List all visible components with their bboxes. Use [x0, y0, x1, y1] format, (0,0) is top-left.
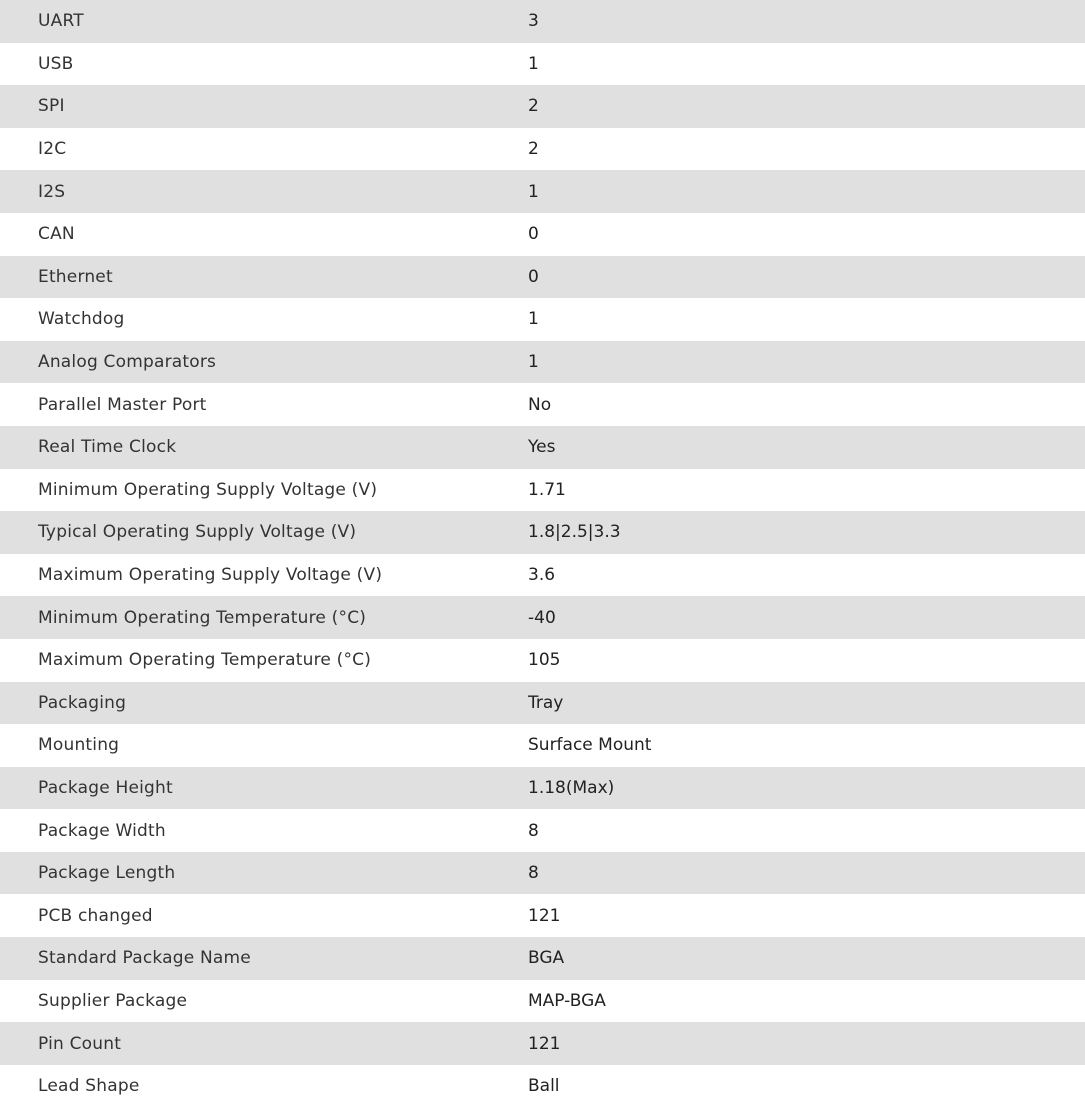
spec-label: CAN — [38, 224, 75, 245]
spec-value: 1 — [528, 309, 539, 330]
spec-value: 3 — [528, 11, 539, 32]
spec-row-watchdog — [0, 298, 1085, 341]
spec-label: USB — [38, 53, 74, 74]
spec-row-package-height — [0, 767, 1085, 810]
spec-value: 0 — [528, 224, 539, 245]
spec-row-min-supply-voltage — [0, 469, 1085, 512]
spec-value: BGA — [528, 948, 565, 969]
spec-value: 121 — [528, 905, 561, 926]
spec-row-real-time-clock — [0, 426, 1085, 469]
spec-value: 1 — [528, 53, 539, 74]
spec-row-pin-count — [0, 1022, 1085, 1065]
spec-row-supplier-package — [0, 980, 1085, 1023]
spec-label: Maximum Operating Supply Voltage (V) — [38, 565, 383, 586]
spec-row-ethernet — [0, 256, 1085, 299]
spec-row-max-temperature — [0, 639, 1085, 682]
spec-label: I2S — [38, 181, 66, 202]
spec-value: 121 — [528, 1033, 561, 1054]
spec-value: 2 — [528, 139, 539, 160]
spec-label: I2C — [38, 139, 67, 160]
spec-value: 8 — [528, 820, 539, 841]
spec-value: MAP-BGA — [528, 990, 606, 1011]
spec-row-parallel-master-port — [0, 383, 1085, 426]
spec-row-lead-shape — [0, 1065, 1085, 1101]
spec-label: UART — [38, 11, 84, 32]
spec-row-analog-comparators — [0, 341, 1085, 384]
spec-row-standard-package-name — [0, 937, 1085, 980]
spec-value: 1.8|2.5|3.3 — [528, 522, 621, 543]
spec-row-i2c — [0, 128, 1085, 171]
spec-label: PCB changed — [38, 905, 153, 926]
spec-label: Pin Count — [38, 1033, 122, 1054]
spec-row-min-temperature — [0, 596, 1085, 639]
spec-label: Packaging — [38, 692, 127, 713]
spec-value: 8 — [528, 863, 539, 884]
spec-row-typ-supply-voltage — [0, 511, 1085, 554]
spec-value: 2 — [528, 96, 539, 117]
spec-row-can — [0, 213, 1085, 256]
spec-value: Yes — [528, 437, 556, 458]
spec-row-package-length — [0, 852, 1085, 895]
spec-value: Ball — [528, 1076, 560, 1097]
spec-label: Package Width — [38, 820, 166, 841]
spec-label: Maximum Operating Temperature (°C) — [38, 650, 372, 671]
spec-label: Minimum Operating Supply Voltage (V) — [38, 479, 378, 500]
spec-row-spi — [0, 85, 1085, 128]
spec-value: 1.18(Max) — [528, 777, 615, 798]
spec-value: 105 — [528, 650, 561, 671]
spec-label: Minimum Operating Temperature (°C) — [38, 607, 367, 628]
spec-label: Package Height — [38, 777, 173, 798]
spec-row-pcb-changed — [0, 894, 1085, 937]
spec-label: Watchdog — [38, 309, 125, 330]
spec-label: Typical Operating Supply Voltage (V) — [38, 522, 357, 543]
spec-label: Package Length — [38, 863, 176, 884]
spec-label: Mounting — [38, 735, 120, 756]
spec-row-uart — [0, 0, 1085, 43]
spec-label: Analog Comparators — [38, 352, 217, 373]
spec-value: 1 — [528, 352, 539, 373]
spec-row-package-width — [0, 809, 1085, 852]
spec-label: Real Time Clock — [38, 437, 177, 458]
spec-value: -40 — [528, 607, 556, 628]
spec-label: Supplier Package — [38, 990, 188, 1011]
spec-row-max-supply-voltage — [0, 554, 1085, 597]
spec-row-packaging — [0, 682, 1085, 725]
spec-value: 1.71 — [528, 479, 566, 500]
spec-value: Tray — [528, 692, 564, 713]
spec-value: No — [528, 394, 552, 415]
spec-value: 3.6 — [528, 565, 556, 586]
spec-value: Surface Mount — [528, 735, 652, 756]
spec-label: Standard Package Name — [38, 948, 251, 969]
spec-row-mounting — [0, 724, 1085, 767]
spec-label: SPI — [38, 96, 65, 117]
spec-value: 1 — [528, 181, 539, 202]
spec-label: Ethernet — [38, 266, 113, 287]
spec-row-usb — [0, 43, 1085, 86]
spec-label: Lead Shape — [38, 1076, 140, 1097]
spec-row-i2s — [0, 170, 1085, 213]
spec-value: 0 — [528, 266, 539, 287]
spec-label: Parallel Master Port — [38, 394, 207, 415]
